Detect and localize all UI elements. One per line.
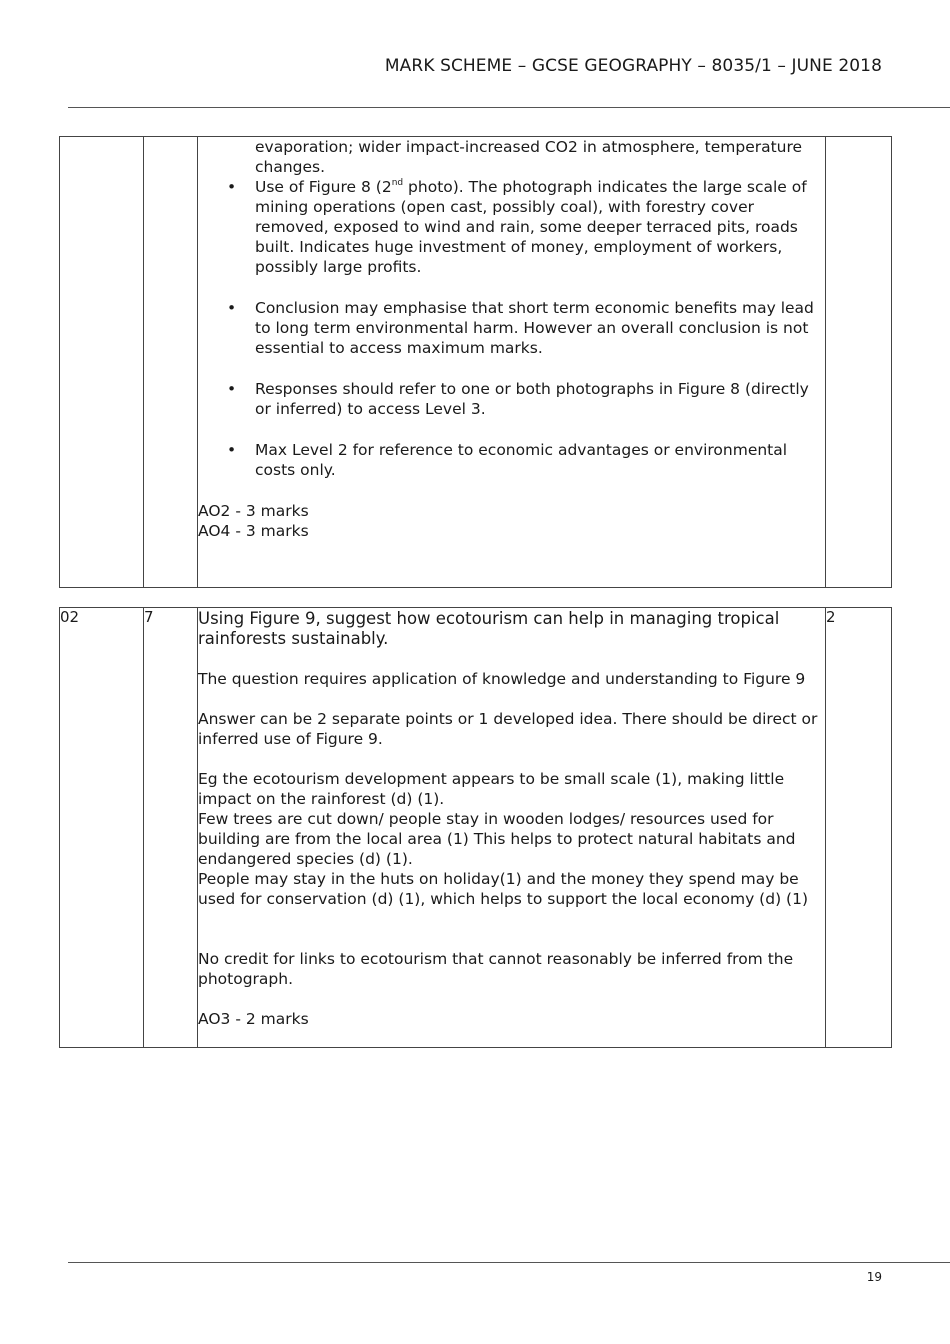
mark-scheme-table-02-7 — [59, 607, 892, 1048]
no-credit-note: No credit for links to ecotourism that cannot reasonably be inferred from the photograph. — [198, 950, 794, 988]
bullet-text: photo). The photograph indicates the large scale of mining operations (open cast, possibly coal), with forestry cover removed, exposed to wind and rain, some deeper terraced pits, roads built. Indicates huge investment of money, employment of workers, possibly large profits. — [255, 178, 807, 276]
question-text: Using Figure 9, suggest how ecotourism can help in managing tropical rainforests sustainably. — [198, 609, 780, 648]
mark-scheme-content — [198, 608, 826, 1048]
marks-cell — [826, 137, 892, 588]
answer-note: Answer can be 2 separate points or 1 developed idea. There should be direct or inferred use of Figure 9. — [198, 710, 818, 748]
footer-rule — [68, 1262, 950, 1263]
part-cell: 7 — [144, 608, 198, 1048]
question-number-cell: 02 — [60, 608, 144, 1048]
part-cell — [144, 137, 198, 588]
guidance-bullet: • Conclusion may emphasise that short term economic benefits may lead to long term environmental harm. However an overall conclusion is not essential to access maximum marks. — [255, 298, 825, 358]
question-number-cell — [60, 137, 144, 588]
page-header-title: MARK SCHEME – GCSE GEOGRAPHY – 8035/1 – JUNE 2018 — [384, 56, 882, 76]
assessment-objective: AO3 - 2 marks — [198, 1010, 309, 1028]
example-answer: Few trees are cut down/ people stay in wooden lodges/ resources used for building are from the local area (1) This helps to protect natural habitats and endangered species (d) (1). — [198, 810, 796, 868]
mark-scheme-table-continued — [59, 136, 892, 588]
guidance-bullet-list — [198, 177, 825, 480]
example-answer: Eg the ecotourism development appears to be small scale (1), making little impact on the rainforest (d) (1). — [198, 770, 785, 808]
assessment-objective: AO2 - 3 marks — [198, 502, 309, 520]
guidance-bullet: • Max Level 2 for reference to economic advantages or environmental costs only. — [255, 440, 825, 480]
header-rule — [68, 107, 950, 108]
bullet-text: Use of Figure 8 (2 — [255, 178, 392, 196]
page-number: 19 — [866, 1270, 882, 1284]
requirement-text: The question requires application of knowledge and understanding to Figure 9 — [198, 670, 806, 688]
marks-cell: 2 — [826, 608, 892, 1048]
superscript: nd — [391, 178, 404, 188]
guidance-bullet: • Responses should refer to one or both photographs in Figure 8 (directly or inferred) to access Level 3. — [255, 379, 825, 419]
guidance-bullet — [255, 177, 825, 277]
continued-text: evaporation; wider impact-increased CO2 in atmosphere, temperature changes. — [255, 138, 803, 176]
assessment-objective: AO4 - 3 marks — [198, 522, 309, 540]
mark-scheme-content — [198, 137, 826, 588]
example-answer: People may stay in the huts on holiday(1) and the money they spend may be used for conservation (d) (1), which helps to support the local economy (d) (1) — [198, 870, 808, 908]
